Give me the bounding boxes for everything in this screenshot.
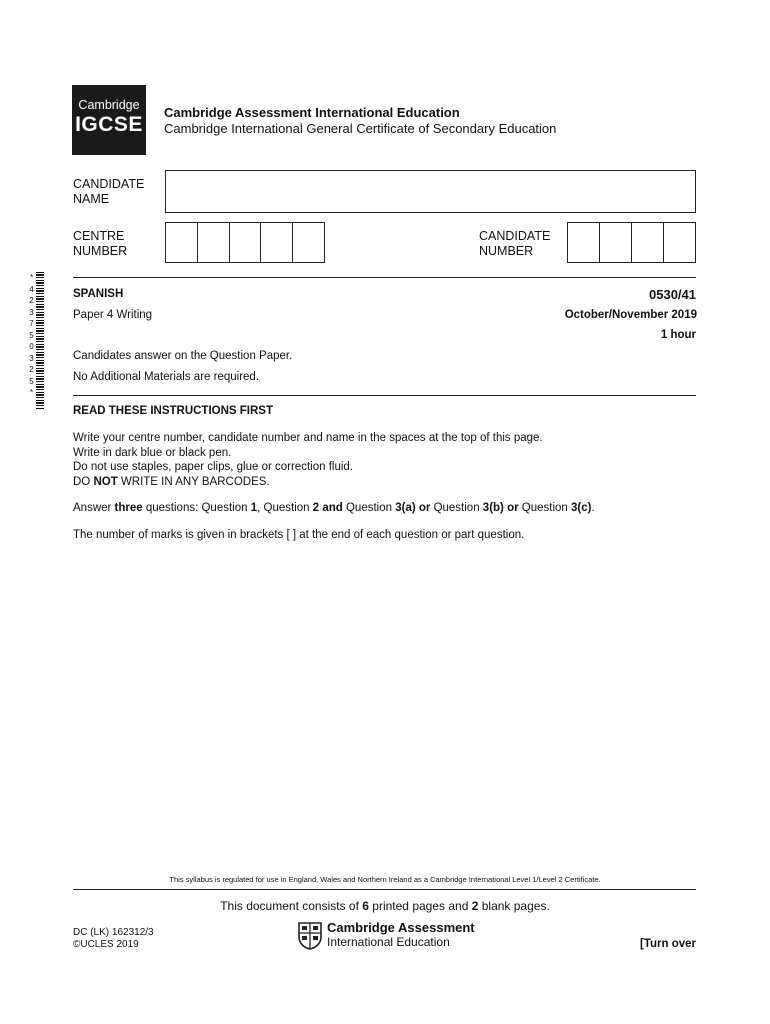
marks-instruction: The number of marks is given in brackets [ ] at the end of each question or part question. xyxy=(73,529,525,541)
answer-on-note: Candidates answer on the Question Paper. xyxy=(73,350,293,362)
crest-icon xyxy=(298,922,322,950)
instruction-line: Do not use staples, paper clips, glue or correction fluid. xyxy=(73,461,353,473)
instruction-line: DO NOT WRITE IN ANY BARCODES. xyxy=(73,475,270,488)
barcode-digit: 7 xyxy=(29,319,34,328)
digit-box[interactable] xyxy=(664,223,695,262)
session: October/November 2019 xyxy=(564,309,697,321)
cert-name: Cambridge International General Certificate of Secondary Education xyxy=(164,121,557,136)
barcode-digit: 3 xyxy=(29,307,34,317)
digit-box[interactable] xyxy=(230,223,262,262)
barcode-digit: 4 xyxy=(29,284,34,294)
divider-footer xyxy=(73,889,696,890)
barcode-digit: 5 xyxy=(29,376,34,386)
centre-number-field[interactable] xyxy=(165,222,325,263)
barcode-digit: 2 xyxy=(29,296,34,305)
cambridge-igcse-logo xyxy=(72,85,146,155)
instruction-line: Write in dark blue or black pen. xyxy=(73,446,232,459)
paper-title: Paper 4 Writing xyxy=(73,309,153,321)
digit-box[interactable] xyxy=(293,223,324,262)
org-name: Cambridge Assessment International Education xyxy=(164,105,460,120)
digit-box[interactable] xyxy=(632,223,664,262)
barcode-digit: * xyxy=(29,273,34,282)
instructions-heading: READ THESE INSTRUCTIONS FIRST xyxy=(73,405,273,417)
divider-mid xyxy=(73,395,696,396)
candidate-name-label: CANDIDATE NAME xyxy=(73,177,145,206)
candidate-number-field[interactable] xyxy=(567,222,696,263)
barcode-digit: 3 xyxy=(29,353,34,363)
answer-instruction: Answer three questions: Question 1, Question 2 and Question 3(a) or Question 3(b) or Question 3(c). xyxy=(73,502,595,514)
subject: SPANISH xyxy=(73,288,124,300)
digit-box[interactable] xyxy=(166,223,198,262)
materials-note: No Additional Materials are required. xyxy=(73,371,260,383)
instruction-line: Write your centre number, candidate number and name in the spaces at the top of this page. xyxy=(73,432,543,444)
barcode-digits xyxy=(27,272,36,399)
candidate-name-field[interactable] xyxy=(165,170,696,213)
instructions-list xyxy=(73,431,543,489)
barcode-bars xyxy=(36,272,44,410)
digit-box[interactable] xyxy=(261,223,293,262)
candidate-number-label: CANDIDATE NUMBER xyxy=(479,229,551,258)
barcode-digit: 2 xyxy=(29,365,34,374)
regulation-note: This syllabus is regulated for use in England, Wales and Northern Ireland as a Cambridge International Level 1/Level 2 Certificate. xyxy=(169,875,601,884)
page-count-note: This document consists of 6 printed pages and 2 blank pages. xyxy=(220,899,550,913)
barcode xyxy=(29,272,36,410)
duration: 1 hour xyxy=(660,329,696,341)
divider-top xyxy=(73,277,696,278)
barcode-digit: 5 xyxy=(29,330,34,340)
barcode-digit: * xyxy=(29,388,34,397)
paper-code: 0530/41 xyxy=(649,287,696,302)
doc-reference: DC (LK) 162312/3 ©UCLES 2019 xyxy=(73,927,154,950)
centre-number-label: CENTRE NUMBER xyxy=(73,229,128,258)
barcode-digit: 0 xyxy=(29,342,34,351)
logo-line2: IGCSE xyxy=(75,113,143,136)
digit-box[interactable] xyxy=(568,223,600,262)
digit-box[interactable] xyxy=(600,223,632,262)
logo-line1: Cambridge xyxy=(78,98,140,112)
turn-over: [Turn over xyxy=(639,938,696,950)
digit-box[interactable] xyxy=(198,223,230,262)
